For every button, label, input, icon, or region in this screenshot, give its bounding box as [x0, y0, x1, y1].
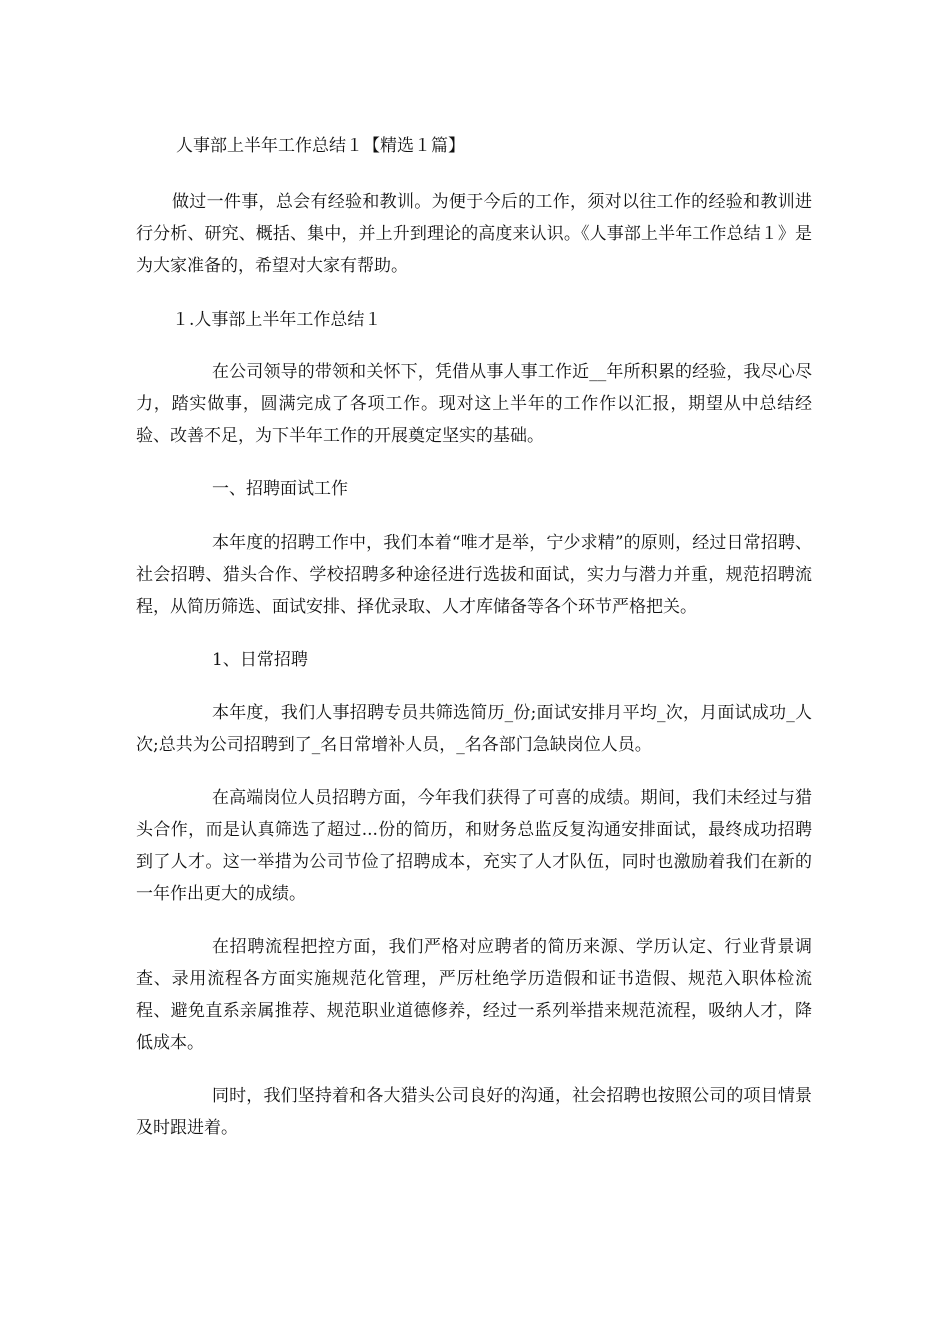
paragraph-process-control: 在招聘流程把控方面，我们严格对应聘者的简历来源、学历认定、行业背景调查、录用流程各方面实施规范化管理，严厉杜绝学历造假和证书造假、规范入职体检流程、避免直系亲属推荐、规范职业道德修养，经过一系列举措来规范流程，吸纳人才，降低成本。: [136, 937, 812, 1053]
heading-recruitment: 一、招聘面试工作: [212, 479, 348, 499]
paragraph-headhunter: 同时，我们坚持着和各大猎头公司良好的沟通，社会招聘也按照公司的项目情景及时跟进着。: [136, 1086, 812, 1138]
paragraph-senior-hiring: 在高端岗位人员招聘方面，今年我们获得了可喜的成绩。期间，我们未经过与猎头合作，而是认真筛选了超过...份的简历，和财务总监反复沟通安排面试，最终成功招聘到了人才。这一举措为公司节俭了招聘成本，充实了人才队伍，同时也激励着我们在新的一年作出更大的成绩。: [136, 788, 812, 904]
paragraph-summary: 在公司领导的带领和关怀下，凭借从事人事工作近__年所积累的经验，我尽心尽力，踏实做事，圆满完成了各项工作。现对这上半年的工作作以汇报，期望从中总结经验、改善不足，为下半年工作的开展奠定坚实的基础。: [136, 362, 812, 446]
section-title: １.人事部上半年工作总结１: [172, 310, 382, 330]
document-page: [136, 130, 812, 1144]
paragraph-daily-stats: 本年度，我们人事招聘专员共筛选简历_份;面试安排月平均_次，月面试成功_人次;总共为公司招聘到了_名日常增补人员，_名各部门急缺岗位人员。: [136, 703, 812, 755]
intro-paragraph: 做过一件事，总会有经验和教训。为便于今后的工作，须对以往工作的经验和教训进行分析、研究、概括、集中，并上升到理论的高度来认识。《人事部上半年工作总结１》是为大家准备的，希望对大家有帮助。: [136, 192, 812, 276]
paragraph-recruitment: 本年度的招聘工作中，我们本着“唯才是举，宁少求精”的原则，经过日常招聘、社会招聘、猎头合作、学校招聘多种途径进行选拔和面试，实力与潜力并重，规范招聘流程，从简历筛选、面试安排、择优录取、人才库储备等各个环节严格把关。: [136, 533, 812, 617]
document-title: 人事部上半年工作总结１【精选１篇】: [176, 136, 465, 156]
heading-daily-recruitment: 1、日常招聘: [212, 650, 308, 670]
